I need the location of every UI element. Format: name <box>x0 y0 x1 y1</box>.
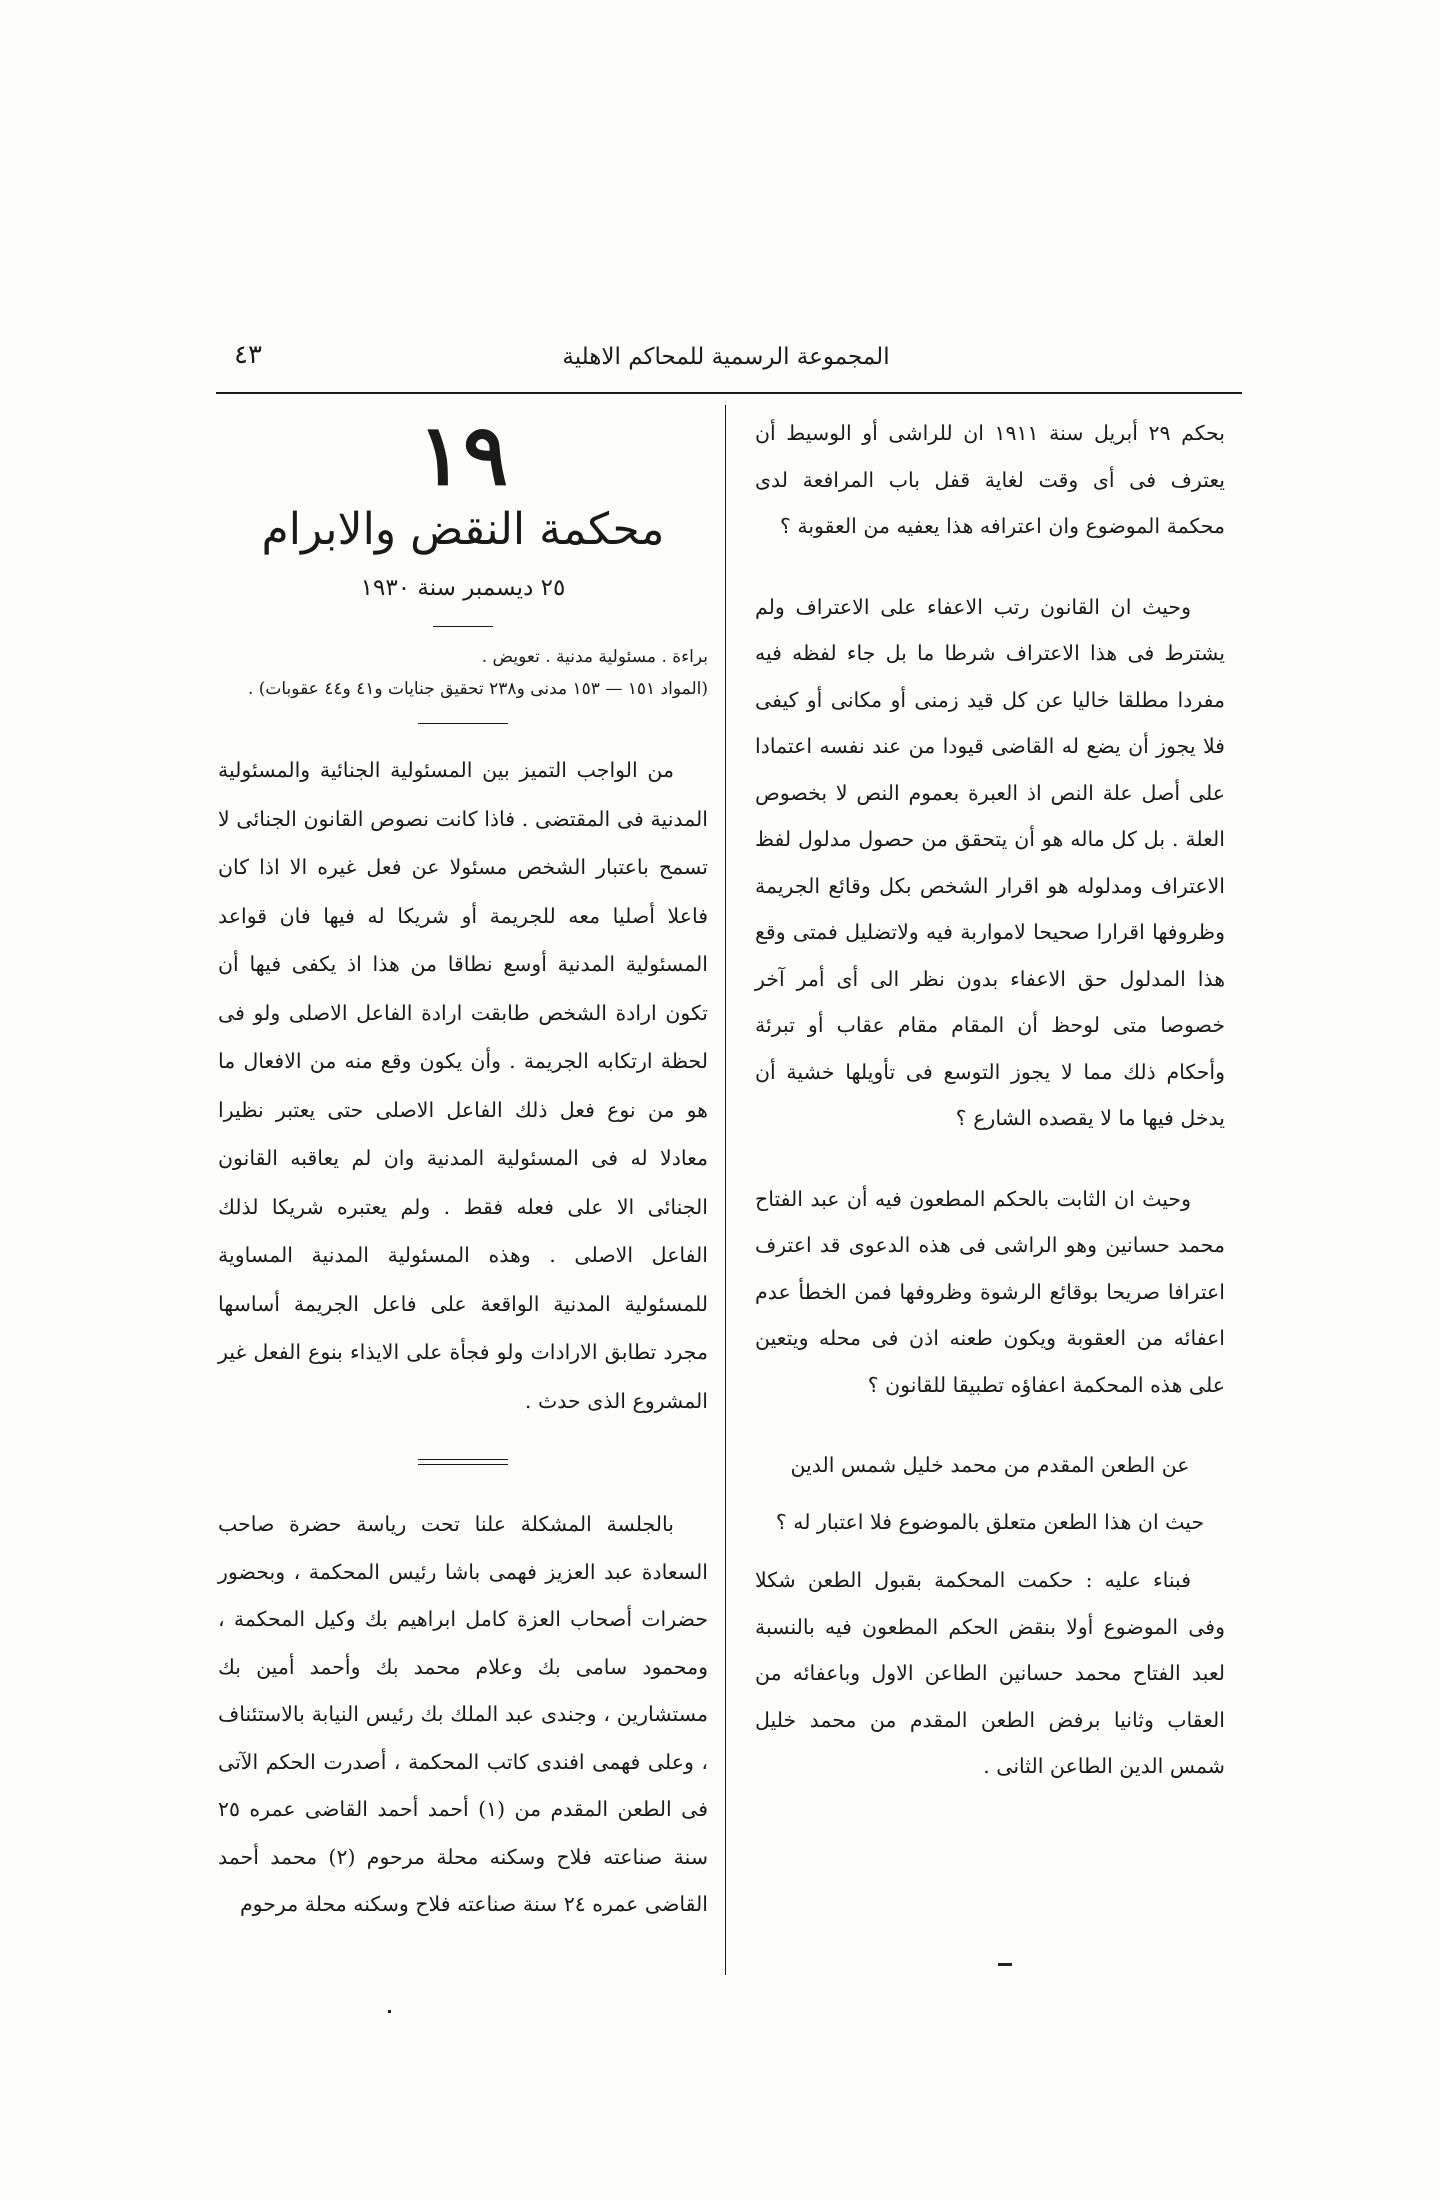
session-paragraph: بالجلسة المشكلة علنا تحت رياسة حضرة صاحب السعادة عبد العزيز فهمى باشا رئيس المحكمة ، وبحضور حضرات أصحاب العزة كامل ابراهيم بك وكيل المحكمة ، ومحمود سامى بك وعلام محمد بك وأحمد أمين بك مستشارين ، وجندى عبد الملك بك رئيس النيابة بالاستئناف ، وعلى فهمى افندى كاتب المحكمة ، أصدرت الحكم الآتى فى الطعن المقدم من (١) أحمد أحمد القاضى عمره ٢٥ سنة صناعته فلاح وسكنه محلة مرحوم (٢) محمد أحمد القاضى عمره ٢٤ سنة صناعته فلاح وسكنه محلة مرحوم <box>218 1512 709 1916</box>
column-divider <box>725 405 726 1975</box>
paragraph: حيث ان هذا الطعن متعلق بالموضوع فلا اعتبار له ؟ <box>775 1509 1205 1534</box>
paragraph: وحيث ان الثابت بالحكم المطعون فيه أن عبد الفتاح محمد حسانين وهو الراشى فى هذه الدعوى قد اعترف اعترافا صريحا بوقائع الرشوة وظروفها فمن الخطأ عدم اعفائه من العقوبة ويكون طعنه اذن فى محله ويتعين على هذه المحكمة اعفاؤه تطبيقا للقانون ؟ <box>755 1186 1225 1397</box>
left-column <box>218 405 709 1929</box>
scan-speck <box>388 2010 391 2013</box>
paragraph: وحيث ان القانون رتب الاعفاء على الاعتراف ولم يشترط فى هذا الاعتراف شرطا ما بل جاء لفظه فيه مفردا مطلقا خاليا عن كل قيد زمنى أو مكانى أو كيفى فلا يجوز أن يضع له القاضى قيودا من عند نفسه اعتمادا على أصل علة النص اذ العبرة بعموم النص لا بخصوص العلة . بل كل ماله هو أن يتحقق من حصول مدلول لفظ الاعتراف ومدلوله هو اقرار الشخص بكل وقائع الجريمة وظروفها اقرارا صحيحا لامواربة فيه ولاتضليل فمتى وقع هذا المدلول حق الاعفاء بدون نظر الى أى أمر آخر خصوصا متى لوحظ أن المقام مقام عقاب أو تبرئة وأحكام ذلك مما لا يجوز التوسع فى تأويلها خشية أن يدخل فيها ما لا يقصده الشارع ؟ <box>755 594 1225 1130</box>
paragraph: بحكم ٢٩ أبريل سنة ١٩١١ ان للراشى أو الوسيط أن يعترف فى أى وقت لغاية قفل باب المرافعة لدى محكمة الموضوع وان اعترافه هذا يعفيه من العقوبة ؟ <box>755 421 1225 538</box>
case-heading <box>218 405 708 627</box>
short-rule <box>433 626 493 627</box>
legal-articles: (المواد ١٥١ — ١٥٣ مدنى و٢٣٨ تحقيق جنايات و٤١ و٤٤ عقوبات) . <box>247 679 708 699</box>
scan-speck <box>998 1963 1012 1966</box>
court-name: محكمة النقض والابرام <box>261 504 665 555</box>
subheading: عن الطعن المقدم من محمد خليل شمس الدين <box>790 1453 1190 1477</box>
page-number: ٤٣ <box>234 340 262 370</box>
legal-principle: من الواجب التميز بين المسئولية الجنائية والمسئولية المدنية فى المقتضى . فاذا كانت نصوص القانون الجنائى لا تسمح باعتبار الشخص مسئولا عن فعل غيره الا اذا كان فاعلا أصليا معه للجريمة أو شريكا له فيها فان قواعد المسئولية المدنية أوسع نطاقا من هذا اذ يكفى فيها أن تكون ارادة الشخص طابقت ارادة الفاعل الاصلى ولو فى لحظة ارتكابه الجريمة . وأن يكون وقع منه من الافعال ما هو من نوع فعل ذلك الفاعل الاصلى حتى يعتبر نظيرا معادلا له فى المسئولية المدنية وان لم يعاقبه القانون الجنائى الا على فعله فقط . ولم يعتبره شريكا لذلك الفاعل الاصلى . وهذه المسئولية المدنية المساوية للمسئولية المدنية الواقعة على فاعل الجريمة أساسها مجرد تطابق الارادات ولو فجأة على الايذاء بنوع الفعل غير المشروع الذى حدث . <box>218 758 708 1413</box>
running-title: المجموعة الرسمية للمحاكم الاهلية <box>562 344 890 370</box>
section-rule <box>418 723 508 724</box>
header-rule <box>216 392 1242 394</box>
case-number: ١٩ <box>417 405 509 504</box>
right-column <box>755 410 1225 1790</box>
double-rule <box>418 1459 508 1465</box>
decision-date: ٢٥ ديسمبر سنة ١٩٣٠ <box>360 575 566 601</box>
page-header <box>216 336 1236 392</box>
keywords: براءة . مسئولية مدنية . تعويض . <box>481 647 708 667</box>
ruling-paragraph: فبناء عليه : حكمت المحكمة بقبول الطعن شكلا وفى الموضوع أولا بنقض الحكم المطعون فيه بالنسبة لعبد الفتاح محمد حسانين الطاعن الاول وباعفائه من العقاب وثانيا برفض الطعن المقدم من محمد خليل شمس الدين الطاعن الثانى . <box>755 1568 1225 1778</box>
